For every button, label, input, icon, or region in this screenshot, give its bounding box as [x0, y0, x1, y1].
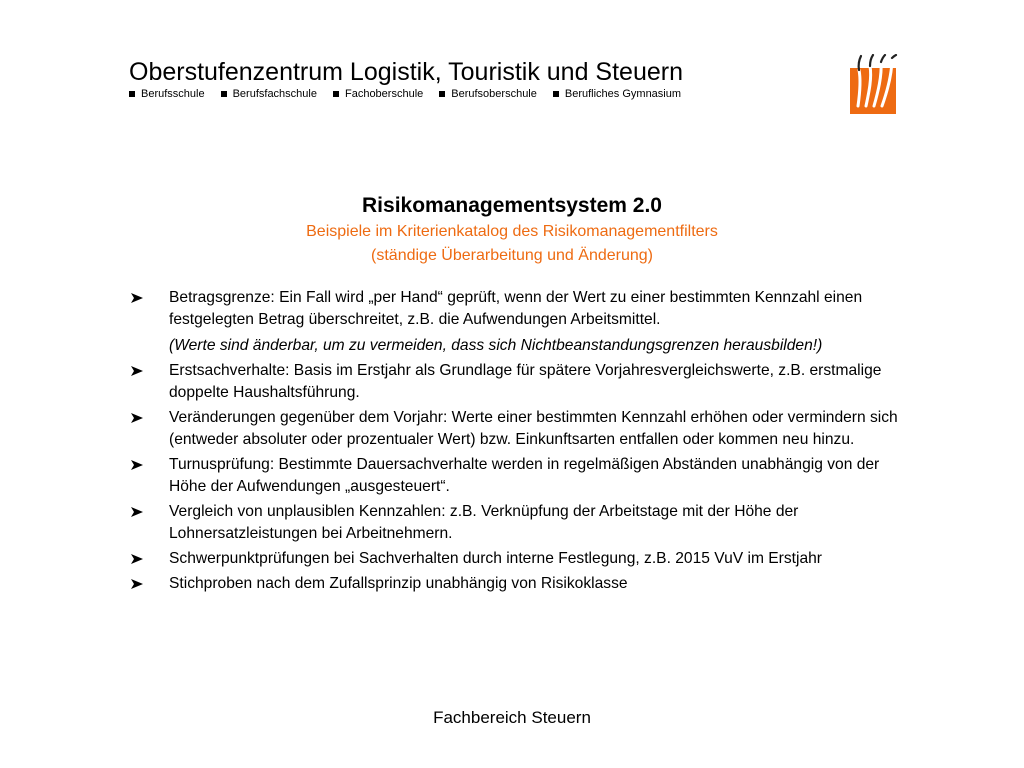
school-type-item — [553, 87, 681, 101]
list-item-text: Stichproben nach dem Zufallsprinzip unabhängig von Risikoklasse — [169, 575, 628, 592]
school-type-label: Fachoberschule — [344, 88, 424, 100]
school-type-label: Berufsoberschule — [451, 88, 537, 100]
list-item — [130, 454, 910, 498]
arrow-bullet-icon — [130, 501, 144, 523]
square-bullet-icon — [221, 91, 227, 97]
list-item-text: Schwerpunktprüfungen bei Sachverhalten durch interne Festlegung, z.B. 2015 VuV im Erstjahr — [169, 550, 823, 567]
school-types-list — [129, 87, 697, 101]
school-type-item — [221, 87, 317, 101]
slide-subtitle-note: (ständige Überarbeitung und Änderung) — [371, 247, 653, 264]
footer-department: Fachbereich Steuern — [433, 708, 591, 727]
list-item — [130, 573, 910, 595]
school-name: Oberstufenzentrum Logistik, Touristik und Steuern — [129, 58, 683, 86]
list-item-text: Betragsgrenze: Ein Fall wird „per Hand“ geprüft, wenn der Wert zu einer bestimmten Kennzahl einen festgelegten Betrag überschreitet, z.B. die Aufwendungen Arbeitsmittel. — [169, 289, 863, 328]
square-bullet-icon — [333, 91, 339, 97]
slide-subtitle: Beispiele im Kriterienkatalog des Risikomanagementfilters — [306, 223, 718, 240]
list-item — [130, 360, 910, 404]
list-item — [130, 501, 910, 545]
list-item-text: Turnusprüfung: Bestimmte Dauersachverhalte werden in regelmäßigen Abständen unabhängig von der Höhe der Aufwendungen „ausgesteuert“. — [169, 456, 880, 495]
list-item — [130, 548, 910, 570]
arrow-bullet-icon — [130, 287, 144, 309]
school-type-item — [333, 87, 423, 101]
oszlogistik-logo-icon — [848, 54, 898, 116]
list-item — [130, 287, 910, 331]
square-bullet-icon — [553, 91, 559, 97]
square-bullet-icon — [439, 91, 445, 97]
arrow-bullet-icon — [130, 360, 144, 382]
arrow-bullet-icon — [130, 454, 144, 476]
arrow-bullet-icon — [130, 573, 144, 595]
slide-title: Risikomanagementsystem 2.0 — [362, 194, 662, 217]
square-bullet-icon — [129, 91, 135, 97]
list-item-text: Veränderungen gegenüber dem Vorjahr: Werte einer bestimmten Kennzahl erhöhen oder vermindern sich (entweder absoluter oder prozentualer Wert) bzw. Einkunftsarten entfallen oder kommen neu hinzu. — [169, 409, 898, 448]
arrow-bullet-icon — [130, 548, 144, 570]
school-type-label: Berufsschule — [141, 88, 205, 100]
school-type-label: Berufliches Gymnasium — [564, 88, 682, 100]
list-item-text: Erstsachverhalte: Basis im Erstjahr als Grundlage für spätere Vorjahresvergleichswerte, z.B. erstmalige doppelte Haushaltsführung. — [169, 362, 882, 401]
school-type-label: Berufsfachschule — [232, 88, 317, 100]
list-item — [130, 407, 910, 451]
bullet-list — [130, 287, 910, 598]
list-item-text: Vergleich von unplausiblen Kennzahlen: z.B. Verknüpfung der Arbeitstage mit der Höhe der Lohnersatzleistungen bei Arbeitnehmern. — [169, 503, 799, 542]
list-item-note: (Werte sind änderbar, um zu vermeiden, dass sich Nichtbeanstandungsgrenzen herausbilden!) — [169, 337, 823, 354]
school-type-item — [129, 87, 205, 101]
school-type-item — [439, 87, 537, 101]
arrow-bullet-icon — [130, 407, 144, 429]
